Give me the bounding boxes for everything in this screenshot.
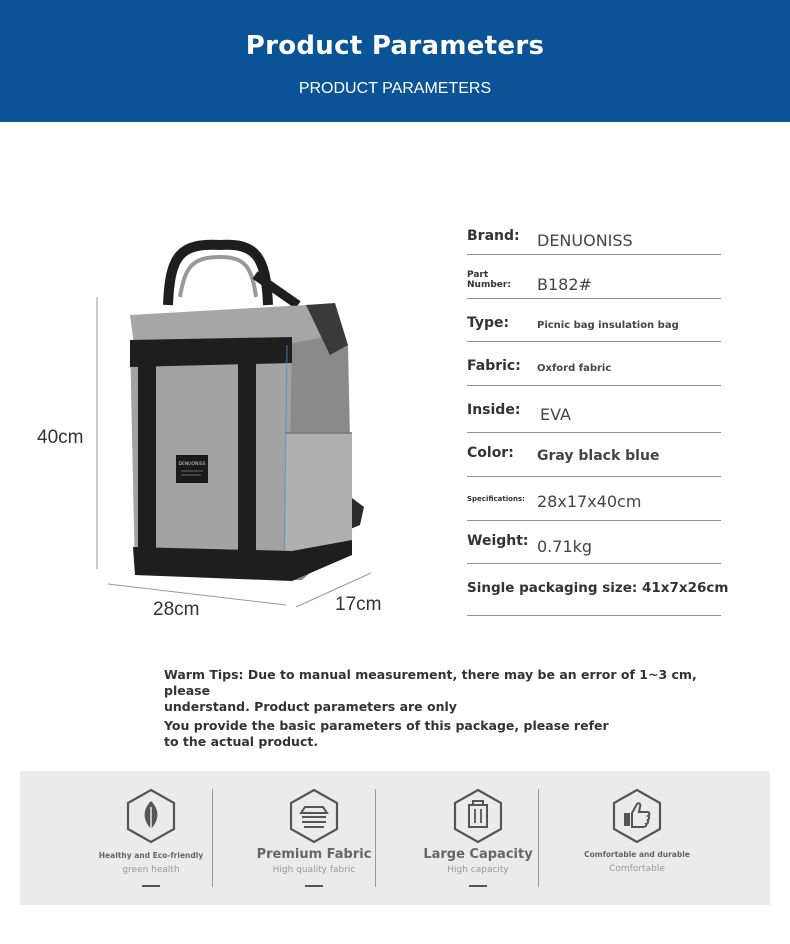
spec-row-brand: [467, 228, 721, 255]
feature-comfort: [555, 771, 719, 905]
spec-value: 28x17x40cm: [537, 492, 642, 511]
spec-label: Brand:: [467, 228, 520, 244]
spec-value: DENUONISS: [537, 231, 633, 250]
bag-tag: DENUONISS: [178, 462, 206, 467]
spec-row-type: [467, 299, 721, 342]
spec-value: Picnic bag insulation bag: [537, 320, 679, 331]
spec-row-fabric: [467, 342, 721, 386]
backpack-icon: [451, 787, 505, 845]
page-subtitle: PRODUCT PARAMETERS: [298, 80, 492, 97]
feature-dash: [142, 885, 160, 887]
spec-value: Gray black blue: [537, 448, 660, 464]
feature-eco: [69, 771, 233, 905]
page-header: [0, 0, 790, 122]
feature-dash: [305, 885, 323, 887]
spec-label: Color:: [467, 445, 514, 461]
page-title: Product Parameters: [245, 31, 545, 61]
width-dimension: 28cm: [153, 599, 200, 620]
tips-line: to the actual product.: [164, 734, 319, 749]
tips-line: You provide the basic parameters of this package, please refer: [164, 718, 609, 733]
feature-subtitle: green health: [122, 865, 180, 875]
feature-title: Premium Fabric: [256, 847, 372, 862]
fabric-layers-icon: [287, 787, 341, 845]
feature-subtitle: Comfortable: [609, 864, 665, 874]
spec-row-specifications: [467, 477, 721, 521]
spec-label: Specifications:: [467, 495, 525, 503]
spec-row-weight: [467, 521, 721, 564]
spec-value: Oxford fabric: [537, 363, 612, 374]
spec-label: Single packaging size: 41x7x26cm: [467, 580, 729, 596]
spec-row-packaging-size: [467, 564, 729, 616]
spec-label: Fabric:: [467, 358, 521, 374]
spec-label: Type:: [467, 315, 510, 331]
spec-value: B182#: [537, 275, 592, 294]
spec-row-part-number: [467, 255, 721, 299]
spec-label: Part Number:: [467, 270, 511, 290]
feature-subtitle: High capacity: [447, 865, 509, 875]
product-illustration: [30, 235, 400, 635]
features-strip: [20, 771, 770, 905]
spec-label: Inside:: [467, 402, 521, 418]
feature-capacity: [396, 771, 560, 905]
depth-dimension: 17cm: [335, 594, 382, 615]
leaf-icon: [124, 787, 178, 845]
height-dimension: 40cm: [37, 427, 84, 448]
feature-subtitle: High quality fabric: [272, 865, 356, 875]
spec-label: Weight:: [467, 533, 529, 549]
thumbs-up-icon: [610, 787, 664, 845]
warm-tips: [164, 667, 724, 750]
tips-line: understand. Product parameters are only: [164, 699, 457, 714]
feature-divider: [538, 789, 539, 887]
feature-dash: [469, 885, 487, 887]
feature-fabric: [232, 771, 396, 905]
feature-title: Healthy and Eco-friendly: [98, 851, 204, 860]
feature-divider: [212, 789, 213, 887]
spec-value: 0.71kg: [537, 537, 593, 556]
tips-line: Warm Tips: Due to manual measurement, there may be an error of 1~3 cm, please: [164, 667, 697, 698]
feature-divider: [375, 789, 376, 887]
spec-value: EVA: [540, 405, 571, 424]
feature-title: Comfortable and durable: [584, 850, 690, 859]
spec-row-inside: [467, 386, 721, 433]
spec-row-color: [467, 433, 721, 477]
feature-title: Large Capacity: [423, 847, 533, 862]
